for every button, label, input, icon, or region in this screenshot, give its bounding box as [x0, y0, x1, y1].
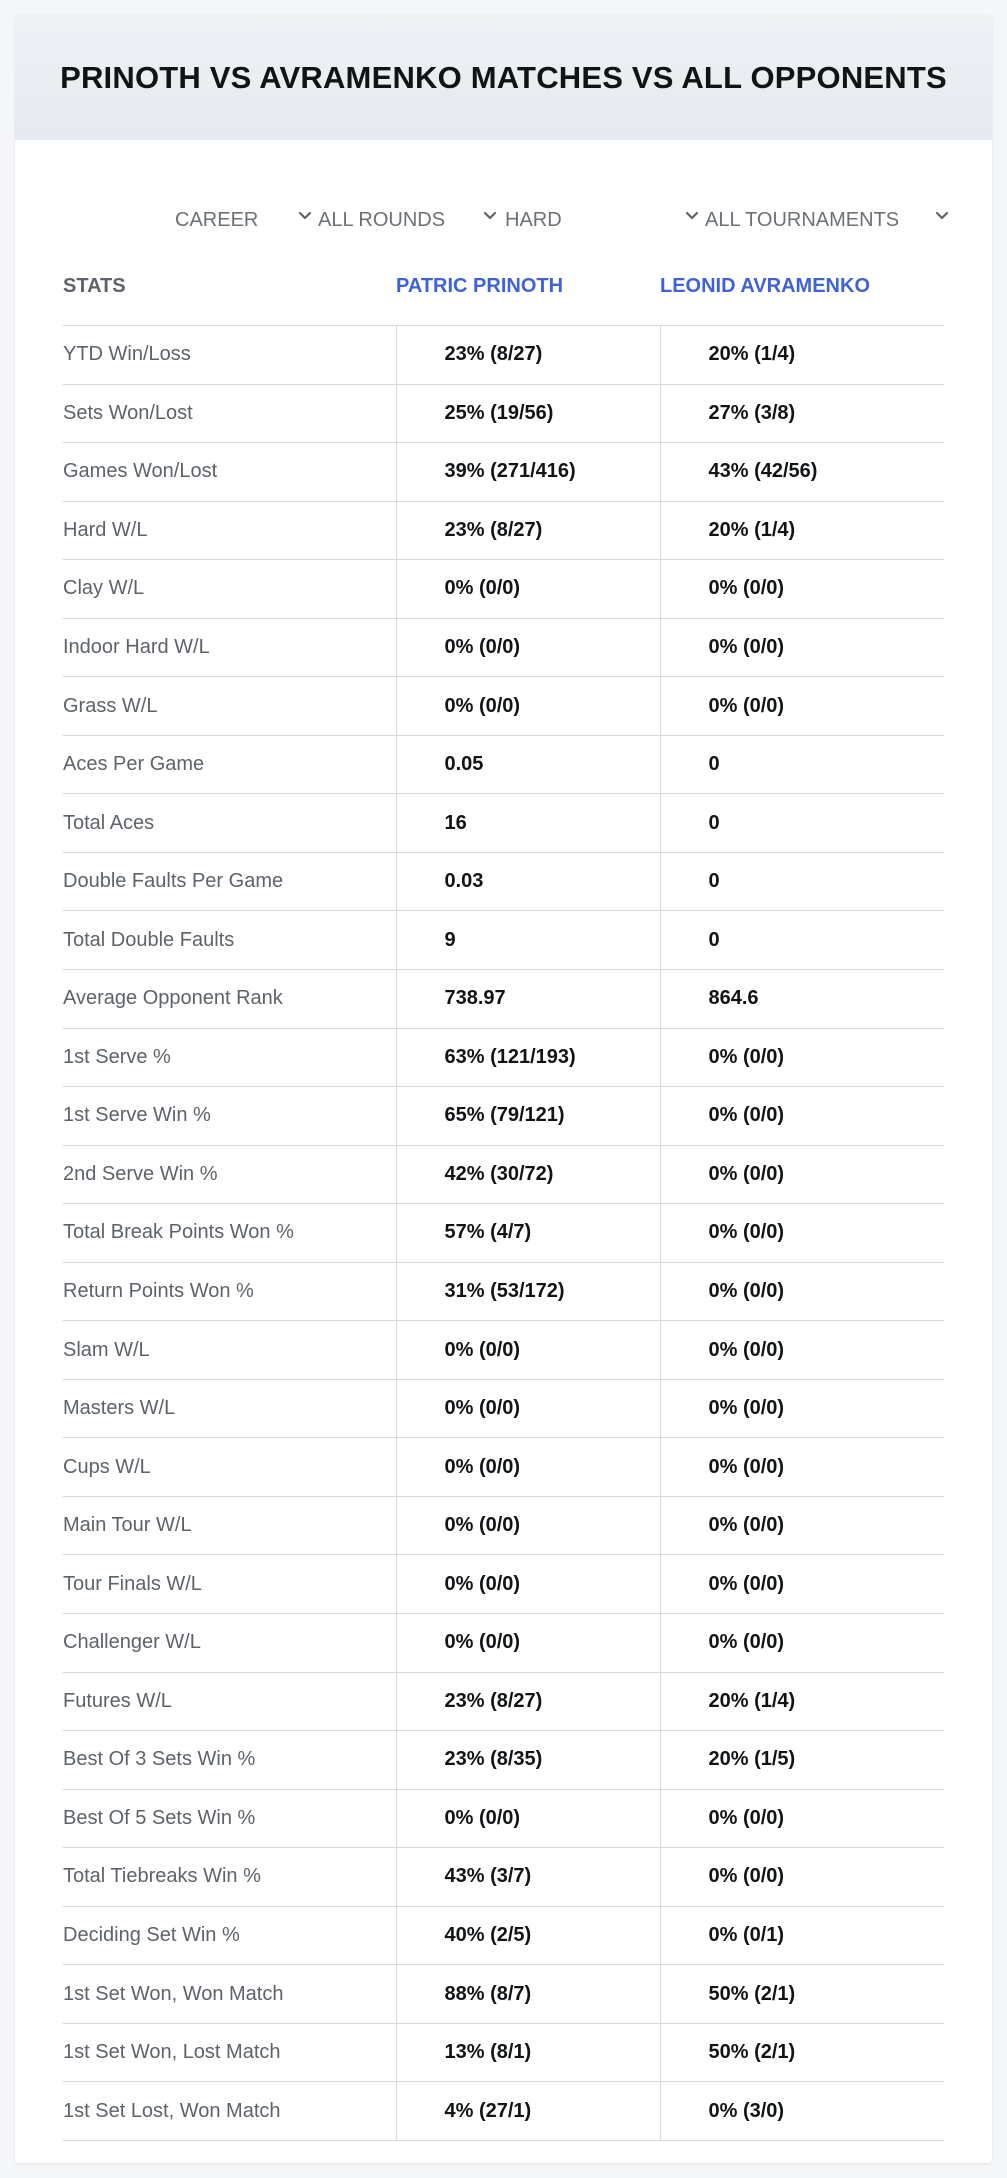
stat-label: 1st Serve Win % [63, 1087, 396, 1146]
table-row [63, 443, 944, 502]
player2-value: 0 [660, 735, 944, 794]
player1-value: 9 [396, 911, 660, 970]
player2-value: 0% (0/0) [660, 618, 944, 677]
player2-value: 0% (0/0) [660, 560, 944, 619]
player2-value: 0% (0/0) [660, 1028, 944, 1087]
stat-label: Games Won/Lost [63, 443, 396, 502]
table-row [63, 1614, 944, 1673]
player2-value: 0% (0/0) [660, 677, 944, 736]
stat-label: Sets Won/Lost [63, 384, 396, 443]
player2-value: 20% (1/4) [660, 501, 944, 560]
player2-value: 0% (0/0) [660, 1087, 944, 1146]
table-row [63, 1672, 944, 1731]
stat-label: Total Tiebreaks Win % [63, 1848, 396, 1907]
stat-label: Main Tour W/L [63, 1496, 396, 1555]
player1-value: 738.97 [396, 970, 660, 1029]
player2-value: 0% (0/1) [660, 1906, 944, 1965]
stat-label: Grass W/L [63, 677, 396, 736]
player2-value: 0% (0/0) [660, 1262, 944, 1321]
stat-label: Return Points Won % [63, 1262, 396, 1321]
player1-value: 0% (0/0) [396, 1614, 660, 1673]
filter-bar [15, 190, 992, 250]
stat-label: 1st Set Lost, Won Match [63, 2082, 396, 2141]
player1-value: 0% (0/0) [396, 1789, 660, 1848]
player2-value: 0% (3/0) [660, 2082, 944, 2141]
player1-value: 0% (0/0) [396, 618, 660, 677]
player1-value: 40% (2/5) [396, 1906, 660, 1965]
player2-name-link[interactable]: LEONID AVRAMENKO [660, 248, 944, 326]
player1-value: 31% (53/172) [396, 1262, 660, 1321]
player2-value: 0% (0/0) [660, 1145, 944, 1204]
table-row [63, 501, 944, 560]
stat-label: Masters W/L [63, 1379, 396, 1438]
stat-label: 1st Serve % [63, 1028, 396, 1087]
tournaments-select-label: ALL TOURNAMENTS [705, 208, 900, 231]
table-row [63, 1262, 944, 1321]
player1-value: 25% (19/56) [396, 384, 660, 443]
stats-table [63, 248, 944, 2141]
stat-label: Total Double Faults [63, 911, 396, 970]
table-row [63, 1496, 944, 1555]
chevron-down-icon [685, 211, 697, 223]
player1-value: 23% (8/35) [396, 1731, 660, 1790]
table-row [63, 618, 944, 677]
player1-value: 43% (3/7) [396, 1848, 660, 1907]
player2-value: 20% (1/4) [660, 1672, 944, 1731]
chevron-down-icon [298, 211, 310, 223]
player2-value: 0% (0/0) [660, 1321, 944, 1380]
player2-value: 0 [660, 794, 944, 853]
page-title: PRINOTH VS AVRAMENKO MATCHES VS ALL OPPONENTS [60, 59, 947, 95]
player2-value: 0% (0/0) [660, 1204, 944, 1263]
player1-value: 0.03 [396, 852, 660, 911]
player2-value: 0% (0/0) [660, 1555, 944, 1614]
stats-card [15, 15, 992, 2163]
player1-value: 0% (0/0) [396, 560, 660, 619]
stat-label: Total Aces [63, 794, 396, 853]
table-row [63, 1379, 944, 1438]
period-select[interactable] [175, 190, 313, 250]
player2-value: 0 [660, 852, 944, 911]
table-row [63, 1028, 944, 1087]
player1-value: 65% (79/121) [396, 1087, 660, 1146]
player1-value: 0% (0/0) [396, 1496, 660, 1555]
player1-value: 88% (8/7) [396, 1965, 660, 2024]
surface-select-label: HARD [505, 208, 562, 231]
table-row [63, 1087, 944, 1146]
stat-label: Cups W/L [63, 1438, 396, 1497]
player1-value: 0% (0/0) [396, 677, 660, 736]
stat-label: Futures W/L [63, 1672, 396, 1731]
table-row [63, 1145, 944, 1204]
table-row [63, 1438, 944, 1497]
stat-label: Tour Finals W/L [63, 1555, 396, 1614]
table-row [63, 560, 944, 619]
player2-value: 0% (0/0) [660, 1496, 944, 1555]
stat-label: Best Of 5 Sets Win % [63, 1789, 396, 1848]
player1-value: 16 [396, 794, 660, 853]
stat-label: 2nd Serve Win % [63, 1145, 396, 1204]
table-header-row [63, 248, 944, 326]
table-row [63, 1965, 944, 2024]
stats-column-header: STATS [63, 248, 396, 326]
table-row [63, 852, 944, 911]
surface-select[interactable] [505, 190, 700, 250]
table-row [63, 1321, 944, 1380]
player2-value: 20% (1/5) [660, 1731, 944, 1790]
player1-value: 0% (0/0) [396, 1555, 660, 1614]
table-row [63, 1555, 944, 1614]
stat-label: Deciding Set Win % [63, 1906, 396, 1965]
table-row [63, 326, 944, 385]
player2-value: 43% (42/56) [660, 443, 944, 502]
player1-value: 42% (30/72) [396, 1145, 660, 1204]
stat-label: 1st Set Won, Won Match [63, 1965, 396, 2024]
player2-value: 0% (0/0) [660, 1379, 944, 1438]
player1-value: 63% (121/193) [396, 1028, 660, 1087]
table-row [63, 735, 944, 794]
table-row [63, 1848, 944, 1907]
stat-label: Indoor Hard W/L [63, 618, 396, 677]
player2-value: 0% (0/0) [660, 1848, 944, 1907]
table-row [63, 1906, 944, 1965]
table-row [63, 794, 944, 853]
table-row [63, 1204, 944, 1263]
player1-value: 23% (8/27) [396, 1672, 660, 1731]
table-row [63, 1731, 944, 1790]
player1-value: 13% (8/1) [396, 2023, 660, 2082]
player2-value: 0 [660, 911, 944, 970]
table-row [63, 677, 944, 736]
tournaments-select[interactable] [705, 190, 950, 250]
stat-label: Aces Per Game [63, 735, 396, 794]
stat-label: Clay W/L [63, 560, 396, 619]
chevron-down-icon [483, 211, 495, 223]
table-row [63, 2082, 944, 2141]
table-row [63, 2023, 944, 2082]
player2-value: 50% (2/1) [660, 1965, 944, 2024]
player1-value: 23% (8/27) [396, 326, 660, 385]
stat-label: YTD Win/Loss [63, 326, 396, 385]
player2-value: 0% (0/0) [660, 1789, 944, 1848]
rounds-select-label: ALL ROUNDS [318, 208, 446, 231]
player1-value: 4% (27/1) [396, 2082, 660, 2141]
player1-value: 0% (0/0) [396, 1321, 660, 1380]
player1-value: 39% (271/416) [396, 443, 660, 502]
player1-value: 0% (0/0) [396, 1379, 660, 1438]
table-row [63, 911, 944, 970]
rounds-select[interactable] [318, 190, 498, 250]
stat-label: Hard W/L [63, 501, 396, 560]
player1-value: 0% (0/0) [396, 1438, 660, 1497]
player2-value: 27% (3/8) [660, 384, 944, 443]
player2-value: 0% (0/0) [660, 1614, 944, 1673]
stat-label: Total Break Points Won % [63, 1204, 396, 1263]
player2-value: 20% (1/4) [660, 326, 944, 385]
player2-value: 50% (2/1) [660, 2023, 944, 2082]
player2-value: 864.6 [660, 970, 944, 1029]
table-row [63, 970, 944, 1029]
stat-label: Slam W/L [63, 1321, 396, 1380]
stat-label: 1st Set Won, Lost Match [63, 2023, 396, 2082]
table-row [63, 384, 944, 443]
stat-label: Average Opponent Rank [63, 970, 396, 1029]
stat-label: Challenger W/L [63, 1614, 396, 1673]
player1-name-link[interactable]: PATRIC PRINOTH [396, 248, 660, 326]
stat-label: Double Faults Per Game [63, 852, 396, 911]
player2-value: 0% (0/0) [660, 1438, 944, 1497]
chevron-down-icon [935, 211, 947, 223]
player1-value: 23% (8/27) [396, 501, 660, 560]
player1-value: 57% (4/7) [396, 1204, 660, 1263]
period-select-label: CAREER [175, 208, 259, 231]
stat-label: Best Of 3 Sets Win % [63, 1731, 396, 1790]
player1-value: 0.05 [396, 735, 660, 794]
table-row [63, 1789, 944, 1848]
page-header [15, 15, 992, 140]
